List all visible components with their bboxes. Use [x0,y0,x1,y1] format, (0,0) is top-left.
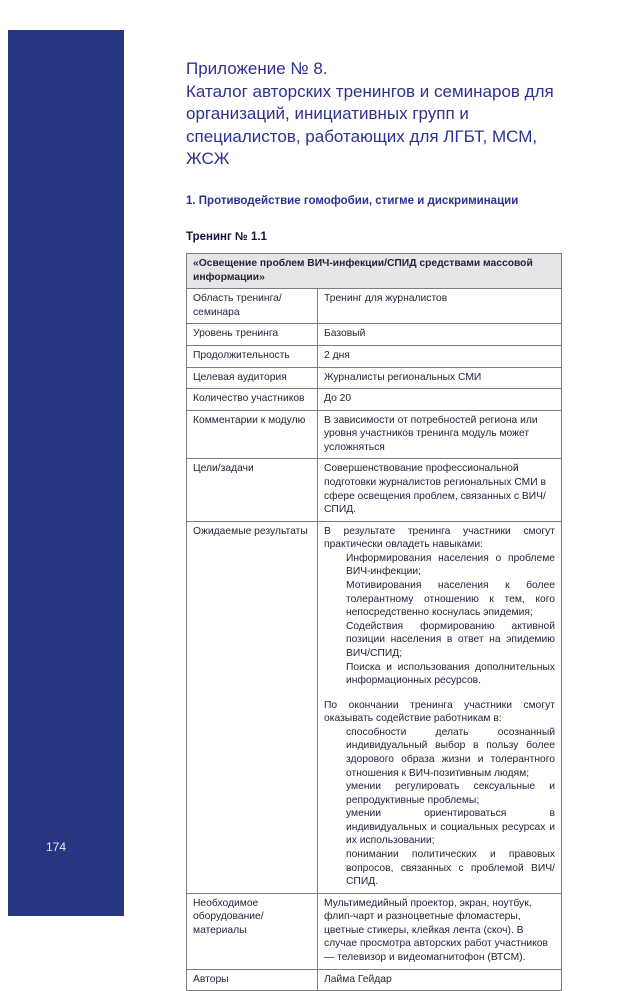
row-label: Продолжительность [187,345,318,367]
expected-results-intro1: В результате тренинга участники смогут практически овладеть навыками: [324,525,555,551]
row-label: Область тренинга/семинара [187,289,318,324]
table-title: «Освещение проблем ВИЧ-инфекции/СПИД средствами массовой информации» [187,254,562,289]
row-value: Совершенствование профессиональной подготовки журналистов региональных СМИ в сфере освещения проблем, связанных с ВИЧ/СПИД. [318,459,562,521]
row-value [318,521,562,893]
expected-results-item: умении ориентироваться в индивидуальных и социальных ресурсах и их использовании; [346,808,555,847]
expected-results-item: Информирования населения о проблеме ВИЧ-инфекции; [346,552,555,578]
expected-results-intro2: По окончании тренинга участники смогут оказывать содействие работникам в: [324,699,555,725]
row-value: Лайма Гейдар [318,969,562,991]
page-content [186,58,562,991]
expected-results-item: Содействия формированию активной позиции населения в ответ на эпидемию ВИЧ/СПИД; [346,620,555,659]
section-heading: 1. Противодействие гомофобии, стигме и дискриминации [186,195,519,208]
table-row [187,324,562,346]
table-title-row [187,254,562,289]
training-table [186,253,562,991]
table-row-expected-results [187,521,562,893]
row-value: В зависимости от потребностей региона или уровня участников тренинга модуль может усложняться [318,410,562,459]
row-value: Журналисты региональных СМИ [318,367,562,389]
expected-results-item: Поиска и использования дополнительных информационных ресурсов. [346,661,555,687]
row-label: Ожидаемые результаты [187,521,318,893]
table-row [187,410,562,459]
row-label: Необходимое оборудование/материалы [187,893,318,969]
row-label: Комментарии к модулю [187,410,318,459]
expected-results-item: способности делать осознанный индивидуальный выбор в пользу более здорового образа жизни и толерантного отношения к ВИЧ-позитивным людям; [346,726,555,779]
page-title-rest: Каталог авторских тренингов и семинаров для организаций, инициативных групп и специалистов, работающих для ЛГБТ, МСМ, ЖСЖ [186,81,554,169]
row-label: Цели/задачи [187,459,318,521]
expected-results-item: умении регулировать сексуальные и репродуктивные проблемы; [346,781,555,806]
page-number: 174 [46,840,67,854]
row-label: Целевая аудитория [187,367,318,389]
table-row [187,969,562,991]
table-row [187,289,562,324]
page-title-line1: Приложение № 8. [186,59,328,78]
row-value: Тренинг для журналистов [318,289,562,324]
row-label: Авторы [187,969,318,991]
page-title [186,58,562,171]
table-row [187,389,562,411]
expected-results-content [324,525,555,889]
table-row [187,459,562,521]
row-value: 2 дня [318,345,562,367]
row-value: Мультимедийный проектор, экран, ноутбук, флип-чарт и разноцветные фломастеры, цветные стикеры, клейкая лента (скоч). В случае просмотра авторских работ участников — телевизор и видеомагнитофон (ВТСМ). [318,893,562,969]
training-heading: Тренинг № 1.1 [186,231,267,244]
expected-results-item: понимании политических и правовых вопросов, связанных с проблемой ВИЧ/СПИД. [346,849,555,888]
table-row [187,367,562,389]
sidebar-accent-panel [8,30,124,916]
row-label: Уровень тренинга [187,324,318,346]
table-row [187,345,562,367]
expected-results-item: Мотивирования населения к более толерантному отношению к тем, кого непосредственно коснулась эпидемия; [346,580,555,619]
row-value: Базовый [318,324,562,346]
row-label: Количество участников [187,389,318,411]
table-row [187,893,562,969]
row-value: До 20 [318,389,562,411]
